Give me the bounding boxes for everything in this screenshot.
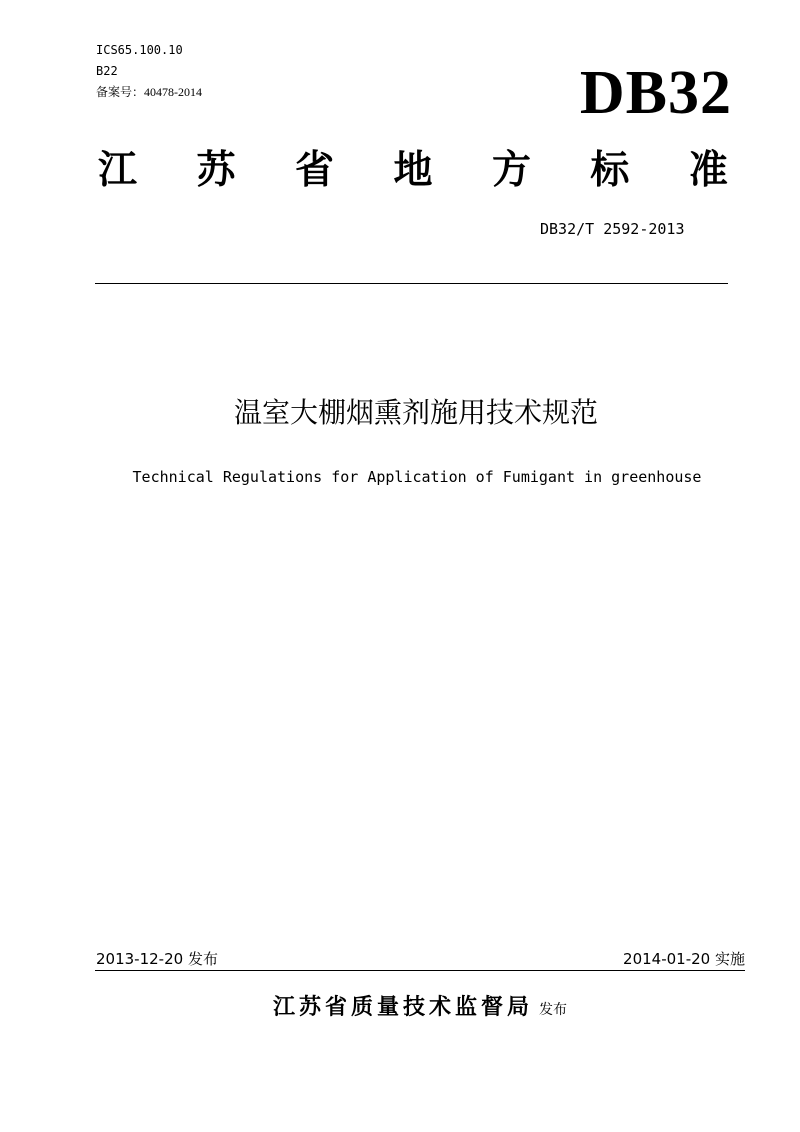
category-code: B22 (96, 64, 118, 78)
db-logo: DB32 (579, 59, 732, 127)
implementation-date: 2014-01-20 实施 (623, 950, 745, 968)
standard-type-char: 江 (98, 148, 138, 193)
standard-type-char: 地 (393, 148, 433, 193)
record-number (96, 84, 202, 100)
standard-type-title (98, 148, 728, 194)
standard-type-char: 苏 (196, 148, 236, 193)
document-title-en: Technical Regulations for Application of Fumigant in greenhouse (132, 468, 702, 486)
standard-type-char: 标 (590, 148, 630, 193)
record-label: 备案号： (96, 85, 145, 99)
bottom-divider (95, 970, 745, 971)
issue-date: 2013-12-20 发布 (96, 950, 218, 968)
publisher-suffix: 发布 (539, 1002, 567, 1018)
record-value: 40478-2014 (144, 85, 203, 99)
standard-type-char: 省 (294, 148, 334, 193)
standard-code: DB32/T 2592-2013 (540, 220, 685, 238)
publisher-name: 江苏省质量技术监督局 (272, 995, 533, 1020)
ics-code: ICS65.100.10 (96, 43, 183, 57)
document-title-cn: 温室大棚烟熏剂施用技术规范 (233, 396, 598, 429)
standard-type-char: 准 (688, 148, 728, 193)
standard-type-char: 方 (491, 148, 531, 193)
publisher (0, 990, 800, 1021)
top-divider (95, 283, 728, 284)
